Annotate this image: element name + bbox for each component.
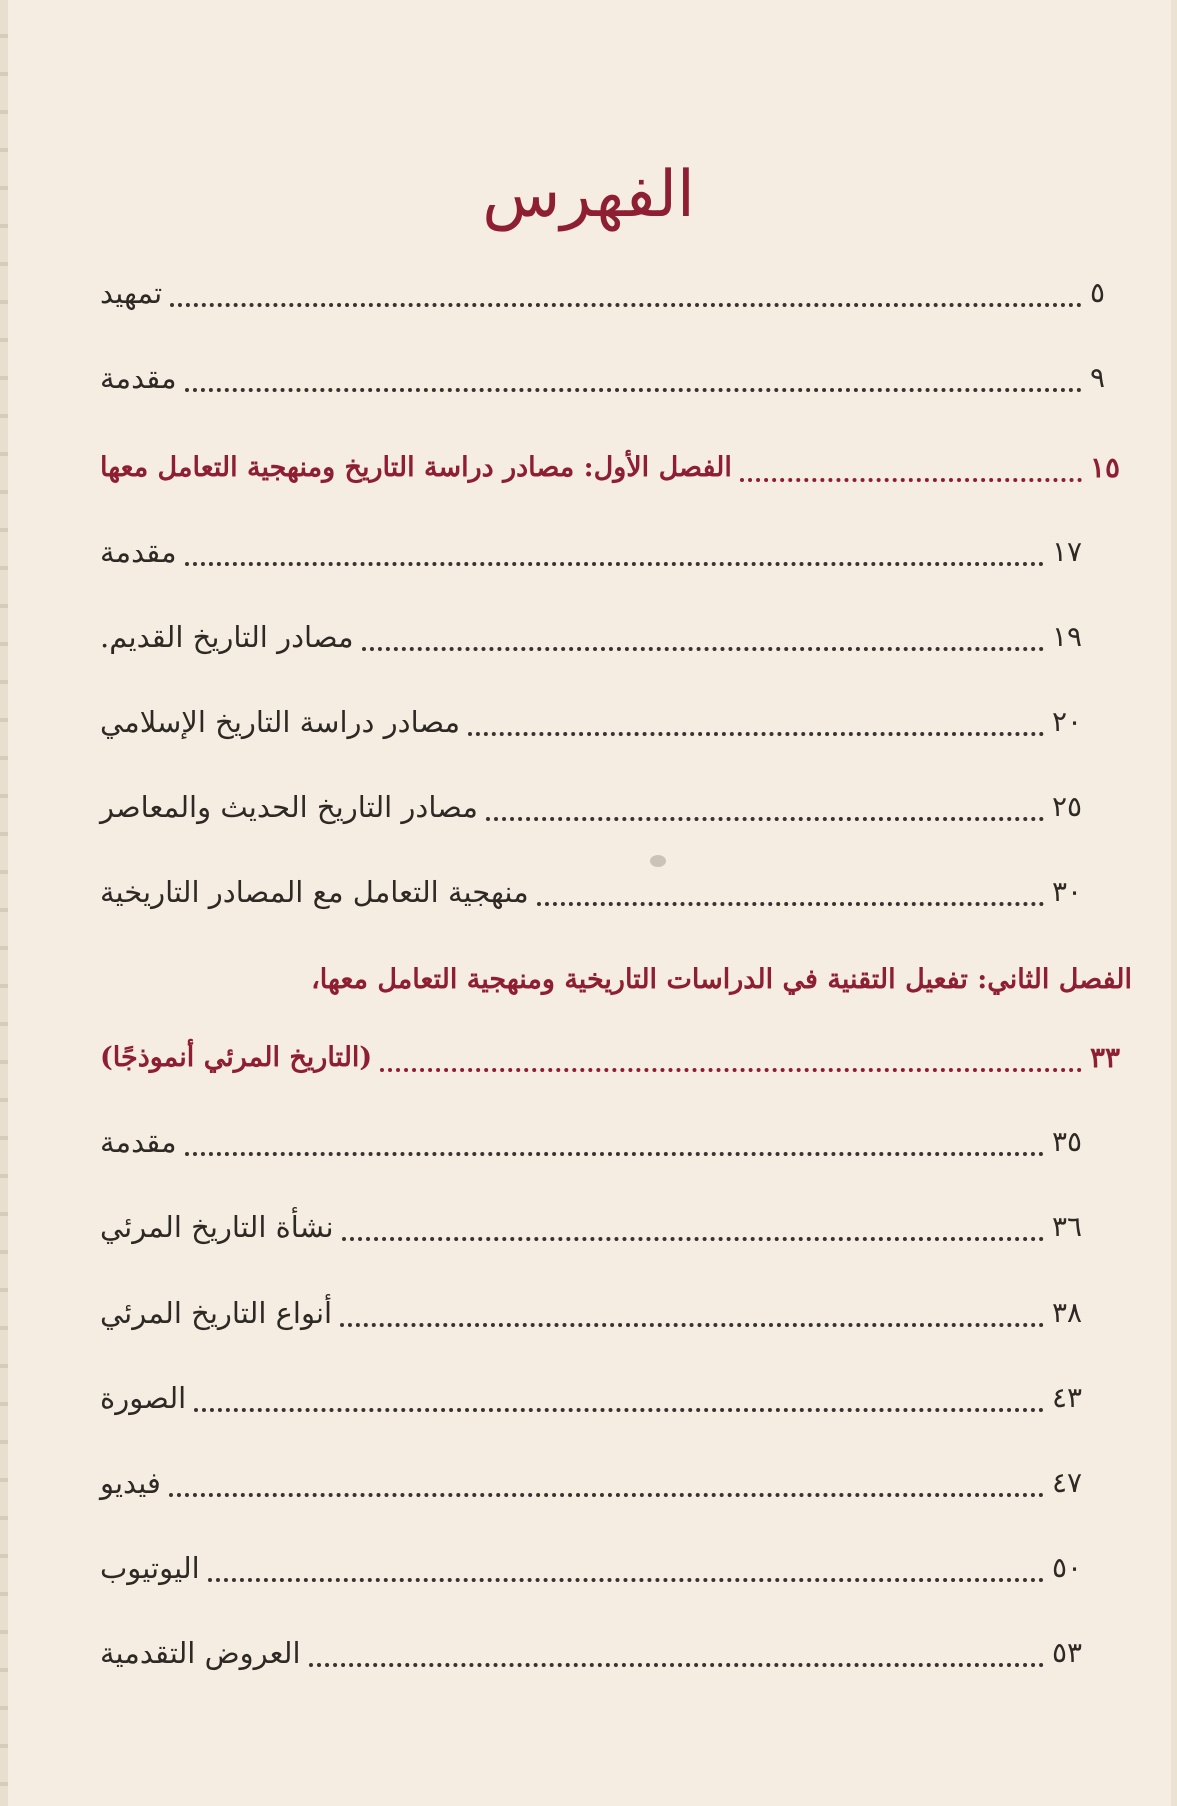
toc-row-image	[100, 1373, 1094, 1423]
dot-leader	[185, 562, 1044, 566]
toc-page-number: ٣٨	[1052, 1296, 1083, 1329]
toc-page-number: ٣٦	[1052, 1210, 1083, 1243]
toc-chapter-title: (التاريخ المرئي أنموذجًا)	[100, 1042, 373, 1073]
toc-page-number: ٢٠	[1052, 705, 1083, 738]
toc-row-introduction	[100, 353, 1132, 403]
dot-leader	[185, 388, 1082, 392]
toc-page-number: ١٧	[1052, 535, 1083, 568]
toc-page-number: ٥٣	[1052, 1636, 1083, 1669]
toc-entry-title: مصادر دراسة التاريخ الإسلامي	[100, 705, 461, 739]
toc-entry-title: مقدمة	[100, 1125, 177, 1159]
page-edge-right	[1171, 0, 1177, 1806]
toc-chapter-2-title-line-1: الفصل الثاني: تفعيل التقنية في الدراسات التاريخية ومنهجية التعامل معها،	[311, 964, 1132, 995]
toc-page-number: ٥٠	[1052, 1551, 1083, 1584]
toc-entry-title: فيديو	[100, 1466, 161, 1500]
toc-entry-title: أنواع التاريخ المرئي	[100, 1296, 333, 1330]
page-smudge	[650, 855, 666, 867]
toc-page-number: ٥	[1090, 276, 1106, 309]
dot-leader	[340, 1323, 1044, 1327]
dot-leader	[309, 1663, 1044, 1667]
dot-leader	[170, 303, 1082, 307]
dot-leader	[194, 1408, 1044, 1412]
toc-entry-title: منهجية التعامل مع المصادر التاريخية	[100, 875, 529, 909]
toc-row-youtube	[100, 1543, 1094, 1593]
toc-page-number: ٤٧	[1052, 1466, 1083, 1499]
toc-page-number: ٣٥	[1052, 1125, 1083, 1158]
toc-row-ancient-sources	[100, 612, 1094, 662]
toc-page-number: ٣٣	[1090, 1041, 1121, 1074]
dot-leader	[362, 647, 1044, 651]
toc-entry-title: مقدمة	[100, 535, 177, 569]
dot-leader	[537, 902, 1044, 906]
toc-page-number: ١٩	[1052, 620, 1083, 653]
dot-leader	[740, 478, 1082, 482]
toc-row-visual-history-origin	[100, 1202, 1094, 1252]
toc-row-presentations	[100, 1628, 1094, 1678]
toc-row-video	[100, 1458, 1094, 1508]
toc-row-ch2-introduction	[100, 1117, 1094, 1167]
dot-leader	[169, 1493, 1044, 1497]
toc-row-visual-history-types	[100, 1288, 1094, 1338]
toc-page-number: ٩	[1090, 361, 1106, 394]
toc-row-methodology	[100, 867, 1094, 917]
toc-row-chapter-2	[100, 1033, 1132, 1083]
toc-page-number: ١٥	[1090, 451, 1121, 484]
toc-row-islamic-sources	[100, 697, 1094, 747]
dot-leader	[486, 817, 1044, 821]
toc-entry-title: مصادر التاريخ الحديث والمعاصر	[100, 790, 478, 824]
page-edge-left	[0, 0, 8, 1806]
toc-row-preface	[100, 268, 1132, 318]
dot-leader	[208, 1578, 1044, 1582]
toc-chapter-title: الفصل الأول: مصادر دراسة التاريخ ومنهجية التعامل معها	[100, 452, 732, 483]
toc-entry-title: مصادر التاريخ القديم.	[100, 620, 354, 654]
toc-page-number: ٣٠	[1052, 875, 1083, 908]
toc-page-number: ٢٥	[1052, 790, 1083, 823]
toc-row-ch1-introduction	[100, 527, 1094, 577]
toc-row-modern-sources	[100, 782, 1094, 832]
toc-page-number: ٤٣	[1052, 1381, 1083, 1414]
toc-entry-title: مقدمة	[100, 361, 177, 395]
toc-row-chapter-1	[100, 443, 1132, 493]
dot-leader	[468, 732, 1044, 736]
toc-entry-title: تمهيد	[100, 276, 163, 310]
toc-entry-title: الصورة	[100, 1381, 187, 1415]
dot-leader	[380, 1068, 1082, 1072]
toc-entry-title: العروض التقدمية	[100, 1636, 301, 1670]
toc-entry-title: اليوتيوب	[100, 1551, 200, 1585]
dot-leader	[185, 1152, 1044, 1156]
toc-entry-title: نشأة التاريخ المرئي	[100, 1210, 334, 1244]
page-title: الفهرس	[482, 158, 695, 232]
dot-leader	[342, 1237, 1044, 1241]
